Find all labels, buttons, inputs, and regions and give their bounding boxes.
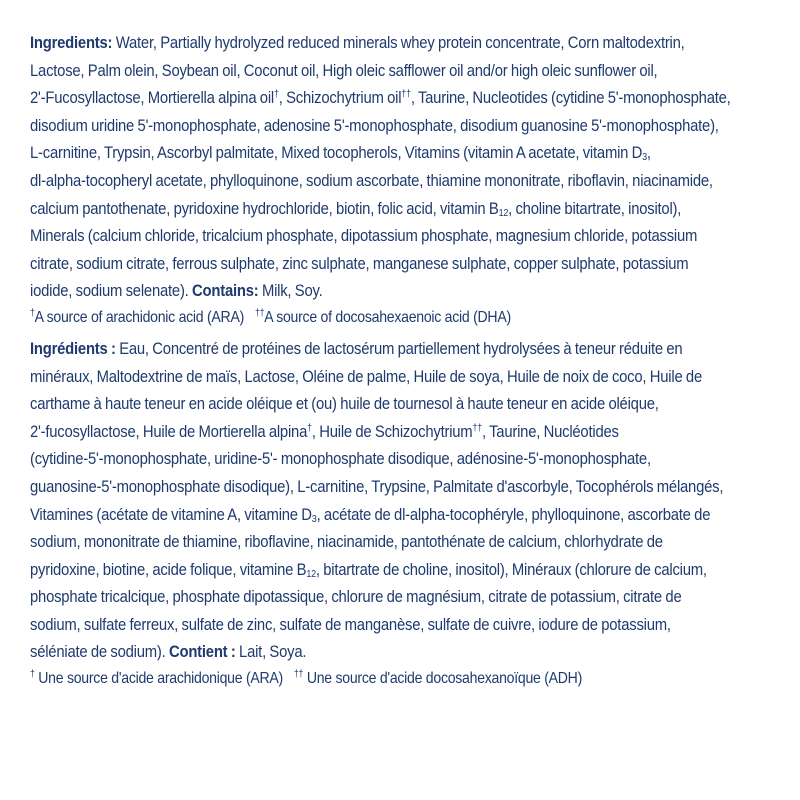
french-line-2: minéraux, Maltodextrine de maïs, Lactose, Oléine de palme, Huile de soya, Huile de noix de coco, Huile de (30, 367, 703, 386)
english-contains-value: Milk, Soy. (258, 282, 323, 301)
english-line-5: L-carnitine, Trypsin, Ascorbyl palmitate, Mixed tocopherols, Vitamins (vitamin A acetate, vitamin $D_3$, (30, 144, 651, 164)
english-line-6: dl-alpha-tocopheryl acetate, phylloquinone, sodium ascorbate, thiamine mononitrate, riboflavin, niacinamide, (30, 171, 713, 190)
dha-double-dagger-mark-fr: †† (472, 422, 483, 434)
french-line-7: Vitamines (acétate de vitamine A, vitamine $D_3$, acétate de dl-alpha-tocophéryle, phylloquinone, ascorbate de (30, 505, 711, 525)
french-contains-label: Contient : (168, 643, 236, 662)
french-line-6: guanosine-5'-monophosphate disodique), L-carnitine, Trypsine, Palmitate d'ascorbyle, Tocophérols mélangés, (30, 477, 724, 496)
english-line-8: Minerals (calcium chloride, tricalcium phosphate, dipotassium phosphate, magnesium chloride, potassium (30, 227, 698, 246)
french-footnotes: † Une source d'acide arachidonique (ARA) †† Une source d'acide docosahexanoïque (ADH) (30, 669, 583, 688)
french-ingredients (30, 336, 774, 667)
english-line-3: 2'-Fucosyllactose, Mortierella alpina oil†, Schizochytrium oil††, Taurine, Nucleotides (cytidine 5'-monophosphate, (30, 89, 731, 108)
english-line-10: iodide, sodium selenate). Contains: Milk, Soy. (30, 282, 323, 301)
dha-double-dagger-mark: †† (401, 89, 411, 101)
french-line-3: carthame à haute teneur en acide oléique et (ou) huile de tournesol à haute teneur en acide oléique, (30, 395, 659, 414)
french-line-11: sodium, sulfate ferreux, sulfate de zinc, sulfate de manganèse, sulfate de cuivre, iodure de potassium, (30, 615, 671, 634)
vitamine-d-subscript: 3 (311, 513, 317, 525)
french-contains-value: Lait, Soya. (235, 643, 307, 662)
french-heading: Ingrédients : (30, 339, 116, 358)
french-line-10: phosphate tricalcique, phosphate dipotassique, chlorure de magnésium, citrate de potassium, citrate de (30, 588, 682, 607)
english-line-9: citrate, sodium citrate, ferrous sulphate, zinc sulphate, manganese sulphate, copper sulphate, potassium (30, 254, 689, 273)
english-line-2: Lactose, Palm olein, Soybean oil, Coconut oil, High oleic safflower oil and/or high oleic sunflower oil, (30, 61, 658, 80)
english-heading: Ingredients: (30, 34, 113, 52)
french-footnote-ara: Une source d'acide arachidonique (ARA) (34, 670, 283, 688)
ara-dagger-mark-fr: † (307, 422, 312, 434)
english-contains-label: Contains: (192, 282, 259, 301)
french-line-4: 2'-fucosyllactose, Huile de Mortierella alpina†, Huile de Schizochytrium††, Taurine, Nucléotides (30, 422, 619, 441)
english-footnotes: †A source of arachidonic acid (ARA) ††A source of docosahexaenoic acid (DHA) (30, 307, 511, 326)
english-ingredients (30, 30, 774, 306)
english-footnote-dha: A source of docosahexaenoic acid (DHA) (264, 308, 511, 326)
french-line-1: Ingrédients : Eau, Concentré de protéines de lactosérum partiellement hydrolysées à teneur réduite en (30, 339, 683, 358)
vitamine-b-subscript: 12 (306, 568, 316, 580)
vitamin-d-subscript: 3 (642, 152, 647, 164)
french-line-5: (cytidine-5'-monophosphate, uridine-5'- monophosphate disodique, adénosine-5'-monophosphate, (30, 450, 651, 469)
french-line-9: pyridoxine, biotine, acide folique, vitamine $B_{12}$, bitartrate de choline, inositol), Minéraux (chlorure de calcium, (30, 560, 707, 580)
english-line-1: Ingredients: Water, Partially hydrolyzed reduced minerals whey protein concentrate, Corn maltodextrin, (30, 34, 685, 52)
french-footnote-adh: Une source d'acide docosahexanoïque (ADH) (303, 670, 583, 688)
french-line-8: sodium, mononitrate de thiamine, riboflavine, niacinamide, pantothénate de calcium, chlorhydrate de (30, 533, 663, 552)
english-line-4: disodium uridine 5'-monophosphate, adenosine 5'-monophosphate, disodium guanosine 5'-monophosphate), (30, 116, 719, 135)
vitamin-b-subscript: 12 (498, 207, 509, 219)
french-line-12: séléniate de sodium). Contient : Lait, Soya. (30, 643, 307, 662)
ara-dagger-mark: † (273, 89, 279, 101)
english-footnote-ara: A source of arachidonic acid (ARA) (34, 308, 245, 326)
ingredients-label (30, 30, 774, 691)
english-line-7: calcium pantothenate, pyridoxine hydrochloride, biotin, folic acid, vitamin $B_{12}$, choline bitartrate, inositol), (30, 199, 682, 219)
